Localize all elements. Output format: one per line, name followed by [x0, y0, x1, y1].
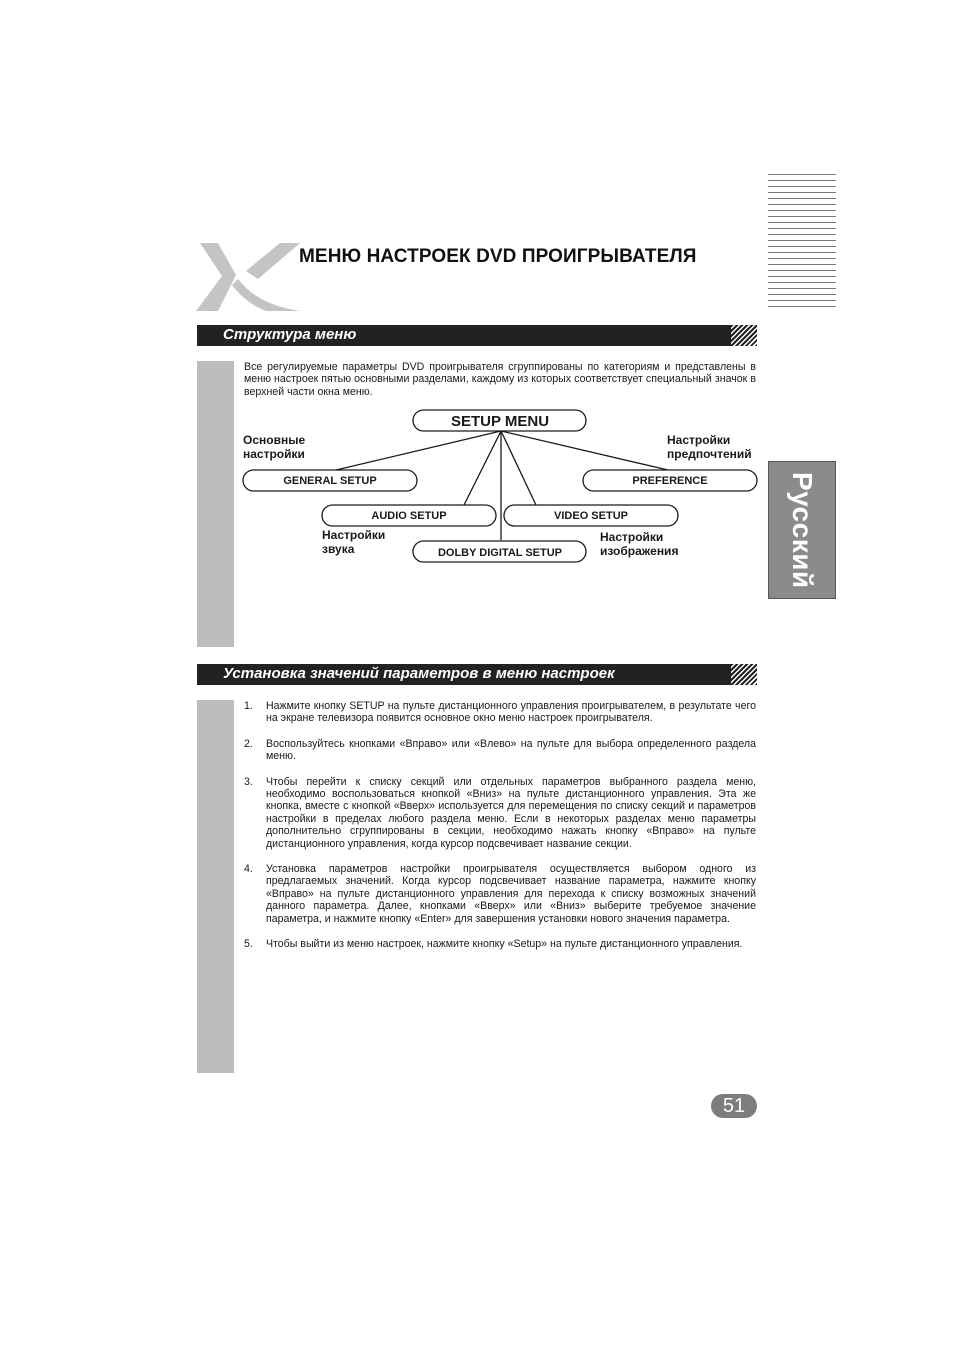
diagram-lines: [236, 405, 766, 575]
node-dolby-digital-setup: DOLBY DIGITAL SETUP: [437, 547, 563, 559]
label-preference: Настройки предпочтений: [667, 433, 752, 461]
label-general: Основные настройки: [243, 433, 306, 461]
intro-paragraph: Все регулируемые параметры DVD проигрывателя сгруппированы по категориям и представлены в меню настроек пятью основными разделами, каждому из которых соответствует специальный значок в верхней части окна меню.: [244, 361, 756, 398]
section-heading-bar: [197, 325, 757, 346]
node-preference: PREFERENCE: [632, 475, 708, 487]
hatch-decoration: [731, 325, 757, 346]
node-setup-menu: SETUP MENU: [450, 413, 550, 430]
steps-list: [244, 700, 756, 964]
list-item: 2. Воспользуйтесь кнопками «Вправо» или «Влево» на пульте для выбора определенного раздела меню.: [244, 737, 756, 763]
page-number: 51: [711, 1094, 757, 1118]
language-tab: [768, 461, 836, 599]
node-audio-setup: AUDIO SETUP: [371, 510, 447, 522]
label-video: Настройки изображения: [600, 530, 679, 558]
side-bar: [197, 700, 234, 1073]
list-item: 1. Нажмите кнопку SETUP на пульте дистанционного управления проигрывателем, в результате чего на экране телевизора появится основное окно меню настроек проигрывателя.: [244, 700, 756, 725]
side-bar: [197, 361, 234, 647]
label-audio: Настройки звука: [322, 528, 386, 556]
hatch-decoration: [731, 664, 757, 685]
list-item: 3. Чтобы перейти к списку секций или отдельных параметров выбранного раздела меню, необходимо воспользоваться кнопкой «Вниз» на пульте дистанционного управления. Эта же кнопка, вместе с кнопкой «Вверх» используется для перемещения по списку секций и параметров настройки в пределах любого раздела меню. Если в некоторых разделах меню параметры дополнительно сгруппированы в секции, необходимо нажать кнопку «Вправо» на пульте дистанционного управления, когда курсор подсвечивает название секции.: [244, 775, 756, 850]
decorative-stripes: [768, 174, 836, 312]
setup-menu-diagram: [236, 405, 766, 575]
node-general-setup: GENERAL SETUP: [283, 475, 377, 487]
page-title: МЕНЮ НАСТРОЕК DVD ПРОИГРЫВАТЕЛЯ: [299, 246, 697, 267]
list-item: 5. Чтобы выйти из меню настроек, нажмите кнопку «Setup» на пульте дистанционного управления.: [244, 938, 743, 951]
section-heading: Структура меню: [223, 326, 357, 343]
section-heading-bar: [197, 664, 757, 685]
brand-logo-icon: [196, 241, 300, 313]
section-heading: Установка значений параметров в меню настроек: [223, 665, 615, 682]
node-video-setup: VIDEO SETUP: [554, 510, 628, 522]
language-tab-label: Русский: [787, 471, 818, 589]
list-item: 4. Установка параметров настройки проигрывателя осуществляется выбором одного из предлагаемых значений. Когда курсор подсвечивает название параметра, нажмите кнопку «Вправо» на пульте дистанционного управления для перехода к списку возможных значений данного параметра. Далее, кнопками «Вверх» или «Вниз» выберите требуемое значение параметра, и нажмите кнопку «Enter» для завершения установки нового значения параметра.: [244, 863, 756, 925]
